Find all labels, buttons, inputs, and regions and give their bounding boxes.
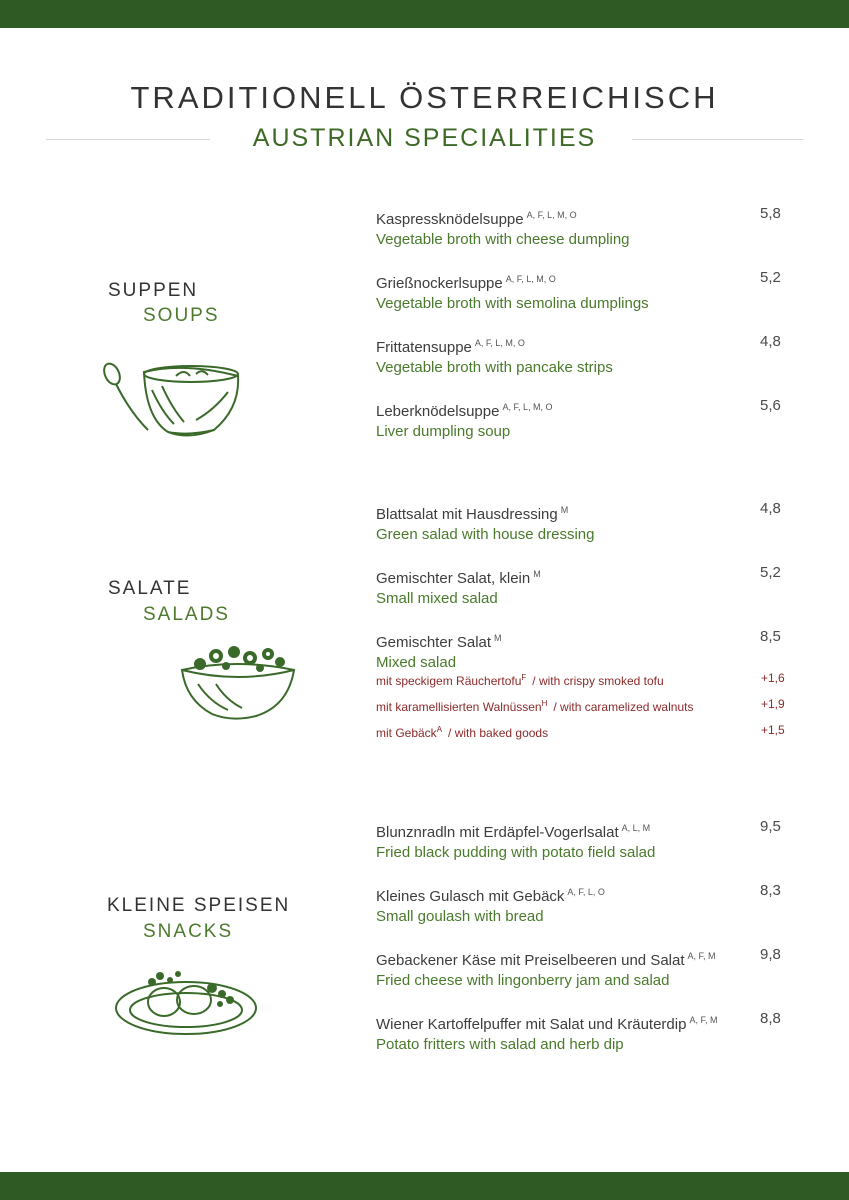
- category-snacks-english: SNACKS: [143, 921, 234, 942]
- item-name: Wiener Kartoffelpuffer mit Salat und Kräuterdip: [376, 1016, 687, 1033]
- allergen-codes: M: [494, 633, 502, 643]
- category-soups-german: SUPPEN: [108, 280, 199, 301]
- menu-item: [376, 397, 796, 442]
- soup-bowl-icon: [96, 356, 246, 440]
- menu-item: [376, 882, 796, 927]
- bottom-banner: [0, 1172, 849, 1200]
- allergen-codes: M: [533, 569, 541, 579]
- extra-option: [376, 670, 796, 689]
- menu-item: [376, 500, 796, 545]
- allergen-codes: A, F, L, M, O: [505, 274, 556, 284]
- extra-option: [376, 696, 796, 715]
- category-salads-german: SALATE: [108, 578, 192, 599]
- item-name: Blattsalat mit Hausdressing: [376, 506, 558, 523]
- extra-price: +1,9: [761, 697, 785, 711]
- allergen-codes: A, F, M: [687, 951, 716, 961]
- item-description: Liver dumpling soup: [376, 423, 511, 440]
- allergen-codes: A, F, L, O: [567, 887, 605, 897]
- extra-name-english: / with baked goods: [448, 726, 549, 740]
- menu-title-german: TRADITIONELL ÖSTERREICHISCH: [130, 80, 719, 115]
- item-description: Mixed salad: [376, 654, 457, 671]
- item-description: Vegetable broth with pancake strips: [376, 359, 613, 376]
- extra-name-german: mit Gebäck: [376, 726, 437, 740]
- menu-item: [376, 564, 796, 609]
- plate-cheese-icon: [112, 966, 262, 1042]
- item-price: 5,2: [760, 564, 781, 581]
- item-price: 5,2: [760, 269, 781, 286]
- item-name: Gebackener Käse mit Preiselbeeren und Salat: [376, 952, 685, 969]
- item-price: 8,3: [760, 882, 781, 899]
- item-price: 5,8: [760, 205, 781, 222]
- item-description: Small goulash with bread: [376, 908, 544, 925]
- item-description: Green salad with house dressing: [376, 526, 595, 543]
- menu-item: [376, 333, 796, 378]
- item-description: Fried black pudding with potato field salad: [376, 844, 656, 861]
- item-price: 4,8: [760, 333, 781, 350]
- allergen-codes: A, F, L, M, O: [526, 210, 577, 220]
- item-price: 4,8: [760, 500, 781, 517]
- item-name: Grießnockerlsuppe: [376, 275, 503, 292]
- menu-item: [376, 205, 796, 250]
- extra-price: +1,6: [761, 671, 785, 685]
- allergen-codes: M: [560, 505, 569, 515]
- item-description: Vegetable broth with semolina dumplings: [376, 295, 649, 312]
- item-name: Kaspressknödelsuppe: [376, 211, 524, 228]
- item-description: Fried cheese with lingonberry jam and salad: [376, 972, 670, 989]
- item-description: Potato fritters with salad and herb dip: [376, 1036, 624, 1053]
- item-description: Small mixed salad: [376, 590, 498, 607]
- item-name: Frittatensuppe: [376, 339, 472, 356]
- allergen-codes: A, L, M: [621, 823, 651, 833]
- category-snacks-german: KLEINE SPEISEN: [107, 895, 291, 916]
- allergen-codes: A, F, M: [689, 1015, 718, 1025]
- menu-item: [376, 628, 796, 673]
- category-salads-english: SALADS: [143, 604, 230, 625]
- extra-name-english: / with crispy smoked tofu: [532, 674, 664, 688]
- menu-item: [376, 818, 796, 863]
- item-name: Kleines Gulasch mit Gebäck: [376, 888, 565, 905]
- item-price: 9,8: [760, 946, 781, 963]
- item-name: Leberknödelsuppe: [376, 403, 500, 420]
- allergen-codes: A, F, L, M, O: [474, 338, 525, 348]
- menu-item: [376, 1010, 796, 1055]
- extra-allergen: F: [521, 673, 527, 682]
- item-price: 5,6: [760, 397, 781, 414]
- top-banner: [0, 0, 849, 28]
- category-soups-english: SOUPS: [143, 305, 220, 326]
- salad-bowl-icon: [176, 640, 300, 722]
- menu-title-english: AUSTRIAN SPECIALITIES: [252, 124, 597, 152]
- menu-item: [376, 946, 796, 991]
- item-price: 8,8: [760, 1010, 781, 1027]
- menu-item: [376, 269, 796, 314]
- extra-name-english: / with caramelized walnuts: [553, 700, 694, 714]
- extra-price: +1,5: [761, 723, 785, 737]
- item-name: Blunznradln mit Erdäpfel-Vogerlsalat: [376, 824, 619, 841]
- extra-allergen: A: [436, 725, 443, 734]
- item-name: Gemischter Salat, klein: [376, 570, 531, 587]
- item-name: Gemischter Salat: [376, 634, 492, 651]
- extra-allergen: H: [541, 699, 548, 708]
- item-description: Vegetable broth with cheese dumpling: [376, 231, 630, 248]
- extra-name-german: mit speckigem Räuchertofu: [376, 674, 522, 688]
- item-price: 8,5: [760, 628, 781, 645]
- allergen-codes: A, F, L, M, O: [502, 402, 553, 412]
- item-price: 9,5: [760, 818, 781, 835]
- extra-name-german: mit karamellisierten Walnüssen: [376, 700, 542, 714]
- extra-option: [376, 722, 796, 741]
